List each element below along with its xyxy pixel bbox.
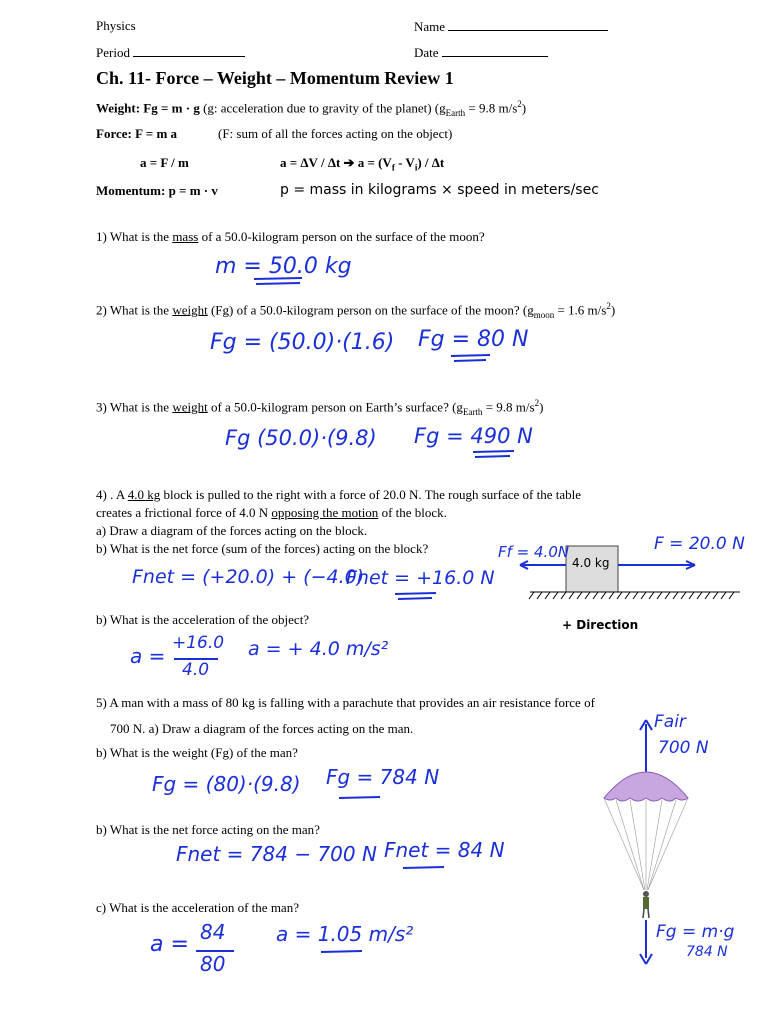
q5-net-answer: Fnet = 84 N — [384, 838, 505, 862]
momentum-formula: Momentum: p = m · v — [96, 183, 218, 198]
direction-label: + Direction — [562, 618, 639, 632]
question-4-line-5: b) What is the acceleration of the object? — [96, 612, 310, 627]
q2-answer: Fg = 80 N — [418, 327, 529, 352]
q1-answer: m = 50.0 kg — [215, 254, 352, 279]
period-label: Period — [96, 45, 130, 60]
question-2: 2) What is the weight (Fg) of a 50.0-kilogram person on the surface of the moon? ($g_{moon} = 1.6$ $m/s^2$) — [96, 301, 616, 320]
q4-net-answer: Fnet = +16.0 N — [346, 567, 495, 589]
q4-accel-answer: a = + 4.0 m/s² — [248, 638, 389, 660]
q3-answer-underline — [470, 448, 520, 460]
subject-label: Physics — [96, 18, 136, 33]
parachute-lines — [604, 798, 688, 890]
pull-arrow — [618, 561, 695, 569]
period-field[interactable] — [96, 44, 245, 61]
momentum-desc: p = mass in kilograms × speed in meters/sec — [280, 182, 599, 198]
accel-formula-2: a = ΔV / Δt ➔ $a = (V_f - V_i) / \Delta t$ — [280, 155, 445, 173]
question-4-line-3: a) Draw a diagram of the forces acting on the block. — [96, 523, 368, 538]
force-desc: (F: sum of all the forces acting on the object) — [218, 126, 453, 141]
q5-weight-underline — [336, 794, 386, 802]
accel-formula-1: a = F / m — [140, 155, 189, 170]
force-formula: Force: F = m a — [96, 126, 178, 141]
parachute-canopy — [604, 772, 688, 801]
q1-answer-underline — [250, 275, 310, 287]
date-label: Date — [414, 45, 439, 60]
name-label: Name — [414, 19, 446, 34]
gravity-label: Fg = m·g — [656, 922, 735, 942]
question-5-line-1: 5) A man with a mass of 80 kg is falling with a parachute that provides an air resistance force of — [96, 695, 595, 710]
friction-arrow — [520, 561, 566, 569]
page-title: Ch. 11- Force – Weight – Momentum Review 1 — [96, 68, 454, 88]
pull-force-label: F = 20.0 N — [654, 534, 745, 554]
q4-accel-numerator: +16.0 — [172, 633, 225, 653]
friction-label: Ff = 4.0N — [498, 543, 570, 561]
question-5-line-3: b) What is the weight (Fg) of the man? — [96, 745, 298, 760]
q4-accel-a: a = — [130, 644, 166, 668]
question-5-line-2: 700 N. a) Draw a diagram of the forces acting on the man. — [110, 721, 414, 736]
q4-net-work: Fnet = (+20.0) + (−4.0) — [132, 566, 365, 588]
q5-accel-a: a = — [150, 932, 189, 957]
question-1: 1) What is the mass of a 50.0-kilogram person on the surface of the moon? — [96, 229, 485, 244]
question-3: 3) What is the weight of a 50.0-kilogram person on Earth’s surface? ($g_{Earth} = 9.8$ $m/s^2$) — [96, 398, 544, 417]
question-4-line-2: creates a frictional force of 4.0 N opposing the motion of the block. — [96, 505, 447, 520]
q5-net-work: Fnet = 784 − 700 N — [176, 842, 377, 866]
q2-work: Fg = (50.0)·(1.6) — [210, 330, 395, 355]
question-5-line-5: c) What is the acceleration of the man? — [96, 900, 299, 915]
q5-weight-work: Fg = (80)·(9.8) — [152, 772, 301, 796]
weight-formula: Weight: Fg = m · g (g: acceleration due to gravity of the planet) ($g_{Earth} = 9.8$ $m/s^2$) — [96, 99, 527, 118]
q2-answer-underline — [448, 352, 498, 364]
name-field[interactable] — [414, 18, 608, 35]
parachutist — [643, 891, 649, 918]
air-resistance-value: 700 N — [658, 738, 709, 758]
q4-net-underline — [392, 590, 442, 602]
q5-accel-answer: a = 1.05 m/s² — [276, 922, 414, 946]
q4-accel-denominator: 4.0 — [182, 660, 210, 680]
q3-answer: Fg = 490 N — [414, 424, 533, 448]
gravity-value: 784 N — [686, 944, 728, 960]
date-field[interactable] — [414, 44, 548, 61]
q3-work: Fg (50.0)·(9.8) — [225, 426, 377, 450]
q5-net-underline — [400, 864, 450, 872]
q5-accel-underline — [318, 948, 368, 956]
question-4-line-1: 4) . A 4.0 kg block is pulled to the right with a force of 20.0 N. The rough surface of the table — [96, 487, 581, 502]
air-resistance-label: Fair — [654, 712, 686, 732]
table-hatching — [529, 592, 734, 599]
block-label: 4.0 kg — [572, 556, 610, 570]
q5-weight-answer: Fg = 784 N — [326, 765, 440, 789]
question-4-line-4: b) What is the net force (sum of the forces) acting on the block? — [96, 541, 429, 556]
q5-accel-numerator: 84 — [200, 920, 226, 944]
q5-accel-denominator: 80 — [200, 952, 226, 976]
question-5-line-4: b) What is the net force acting on the man? — [96, 822, 320, 837]
